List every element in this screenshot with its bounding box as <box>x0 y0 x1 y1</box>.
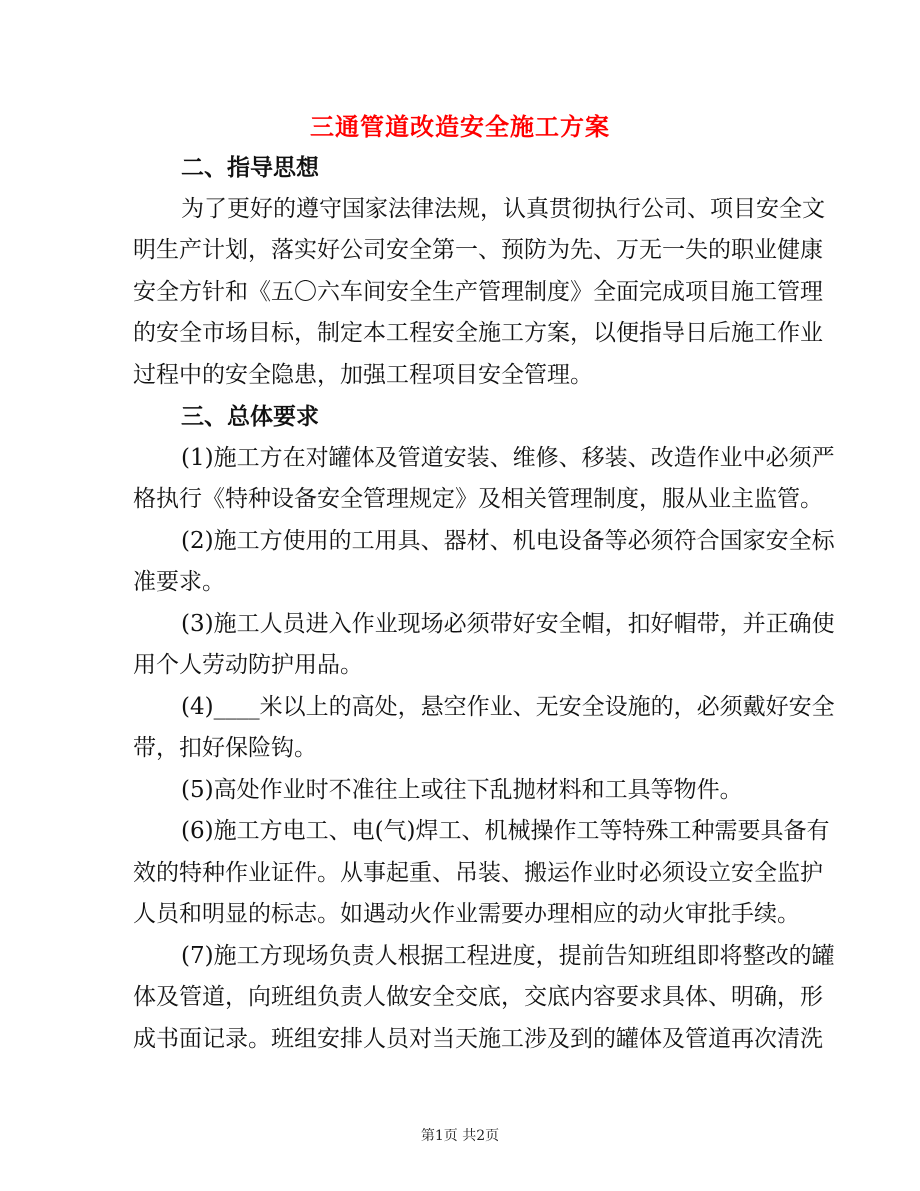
paragraph-line: (3)施工人员进入作业现场必须带好安全帽，扣好帽带，并正确使 <box>181 610 835 637</box>
paragraph-line: (7)施工方现场负责人根据工程进度，提前告知班组即将整改的罐 <box>181 942 835 969</box>
paragraph-line: 安全方针和《五〇六车间安全生产管理制度》全面完成项目施工管理 <box>133 278 823 305</box>
paragraph-line: 带，扣好保险钩。 <box>133 735 317 761</box>
paragraph-line: 效的特种作业证件。从事起重、吊装、搬运作业时必须设立安全监护 <box>133 859 823 886</box>
section-heading: 二、指导思想 <box>181 154 319 181</box>
document-title: 三通管道改造安全施工方案 <box>310 112 610 141</box>
paragraph-line: 体及管道，向班组负责人做安全交底，交底内容要求具体、明确，形 <box>133 984 823 1010</box>
paragraph-line: 用个人劳动防护用品。 <box>133 652 363 678</box>
document-body <box>133 147 835 1060</box>
paragraph-line: 为了更好的遵守国家法律法规，认真贯彻执行公司、项目安全文 <box>181 195 825 222</box>
paragraph-line: 明生产计划，落实好公司安全第一、预防为先、万无一失的职业健康 <box>133 237 823 263</box>
paragraph-line: 准要求。 <box>133 569 225 595</box>
paragraph-line: (4)____米以上的高处，悬空作业、无安全设施的，必须戴好安全 <box>181 693 835 720</box>
page-number: 第1页 共2页 <box>420 1128 500 1144</box>
paragraph-line: 过程中的安全隐患，加强工程项目安全管理。 <box>133 361 593 388</box>
paragraph-line: 人员和明显的标志。如遇动火作业需要办理相应的动火审批手续。 <box>133 901 800 927</box>
paragraph-line: (2)施工方使用的工用具、器材、机电设备等必须符合国家安全标 <box>181 527 835 554</box>
paragraph-line: (1)施工方在对罐体及管道安装、维修、移装、改造作业中必须严 <box>181 444 835 471</box>
paragraph-line: (5)高处作业时不准往上或往下乱抛材料和工具等物件。 <box>181 776 743 803</box>
paragraph-line: 格执行《特种设备安全管理规定》及相关管理制度，服从业主监管。 <box>133 486 823 512</box>
paragraph-line: 成书面记录。班组安排人员对当天施工涉及到的罐体及管道再次清洗 <box>133 1025 823 1052</box>
paragraph-line: (6)施工方电工、电(气)焊工、机械操作工等特殊工种需要具备有 <box>181 818 830 844</box>
section-heading: 三、总体要求 <box>181 403 319 430</box>
paragraph-line: 的安全市场目标，制定本工程安全施工方案，以便指导日后施工作业 <box>133 320 823 346</box>
